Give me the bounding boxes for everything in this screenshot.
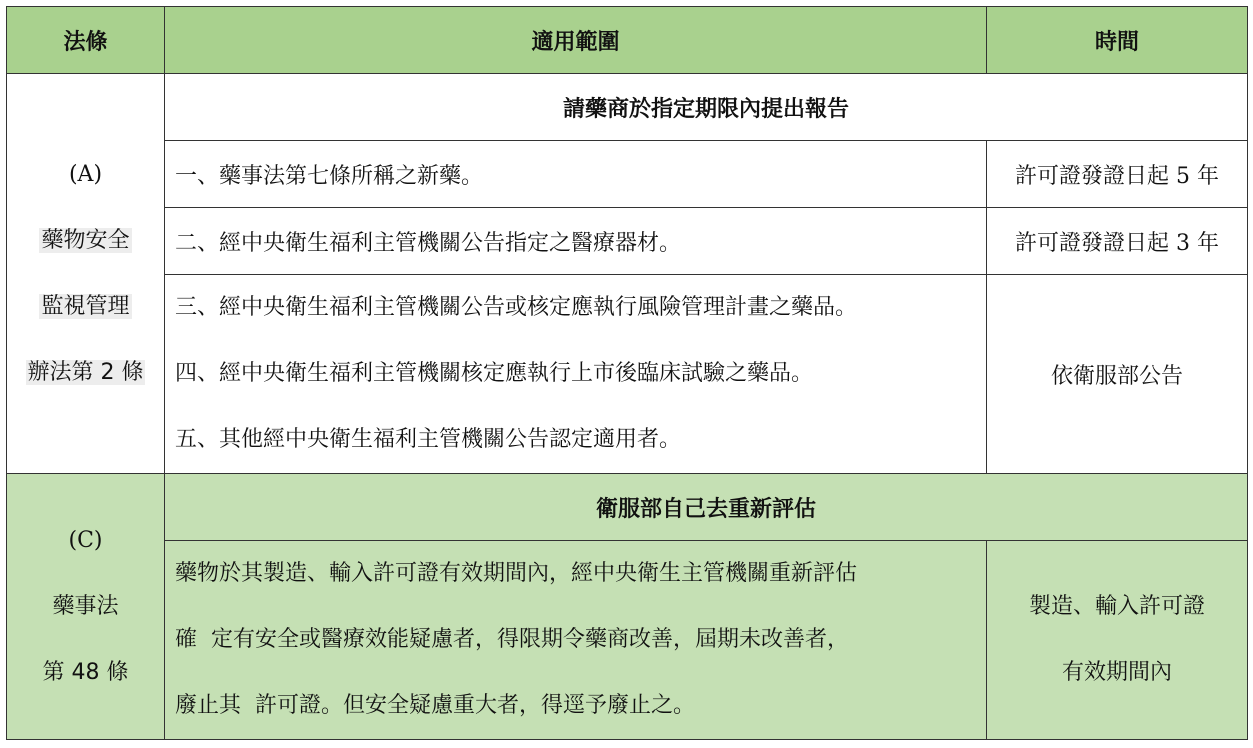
section-a-scope-1: 一、藥事法第七條所稱之新藥。 [165,141,987,208]
section-a-law-cell [7,74,165,474]
section-a-row-1 [7,141,1248,208]
section-a-group-item-3: 五、其他經中央衛生福利主管機關公告認定適用者。 [175,427,682,452]
section-a-law-line1: 藥物安全 [41,227,130,253]
section-c-scope-line-2: 確 定有安全或醫療效能疑慮者，得限期令藥商改善，屆期未改善者， [175,627,849,652]
section-c-time [987,541,1248,740]
section-c-time-line-1: 製造、輸入許可證 [1028,594,1205,619]
section-a-code: (A) [68,161,103,187]
section-c-scope [165,541,987,740]
section-c-law-cell [7,474,165,740]
law-table [6,6,1248,740]
section-a-heading: 請藥商於指定期限內提出報告 [165,74,1248,141]
section-a-group-item-1: 三、經中央衛生福利主管機關公告或核定應執行風險管理計畫之藥品。 [175,295,858,320]
section-a-time-1: 許可證發證日起 5 年 [987,141,1248,208]
section-a-heading-row [7,74,1248,141]
section-c-time-line-2: 有效期間內 [1061,660,1172,685]
section-a-law-line2: 監視管理 [41,293,130,319]
section-c-row [7,541,1248,740]
section-c-law-line1: 藥事法 [52,593,119,619]
section-a-group-scope [165,275,987,474]
section-c-scope-line-1: 藥物於其製造、輸入許可證有效期間內，經中央衛生主管機關重新評估 [175,561,858,586]
section-a-row-group [7,275,1248,474]
section-a-time-2: 許可證發證日起 3 年 [987,208,1248,275]
section-a-scope-2: 二、經中央衛生福利主管機關公告指定之醫療器材。 [165,208,987,275]
header-row [7,7,1248,74]
header-scope: 適用範圍 [165,7,987,74]
section-a-row-2 [7,208,1248,275]
section-a-law-line3: 辦法第 2 條 [27,359,144,385]
section-c-law-line2: 第 48 條 [42,659,129,685]
section-c-heading-row [7,474,1248,541]
header-time: 時間 [987,7,1248,74]
section-c-scope-line-3: 廢止其 許可證。但安全疑慮重大者，得逕予廢止之。 [175,693,695,718]
header-law: 法條 [7,7,165,74]
section-c-heading: 衛服部自己去重新評估 [165,474,1248,541]
section-a-group-item-2: 四、經中央衛生福利主管機關核定應執行上市後臨床試驗之藥品。 [175,361,814,386]
section-c-code: (C) [68,527,103,553]
section-a-group-time: 依衛服部公告 [987,275,1248,474]
